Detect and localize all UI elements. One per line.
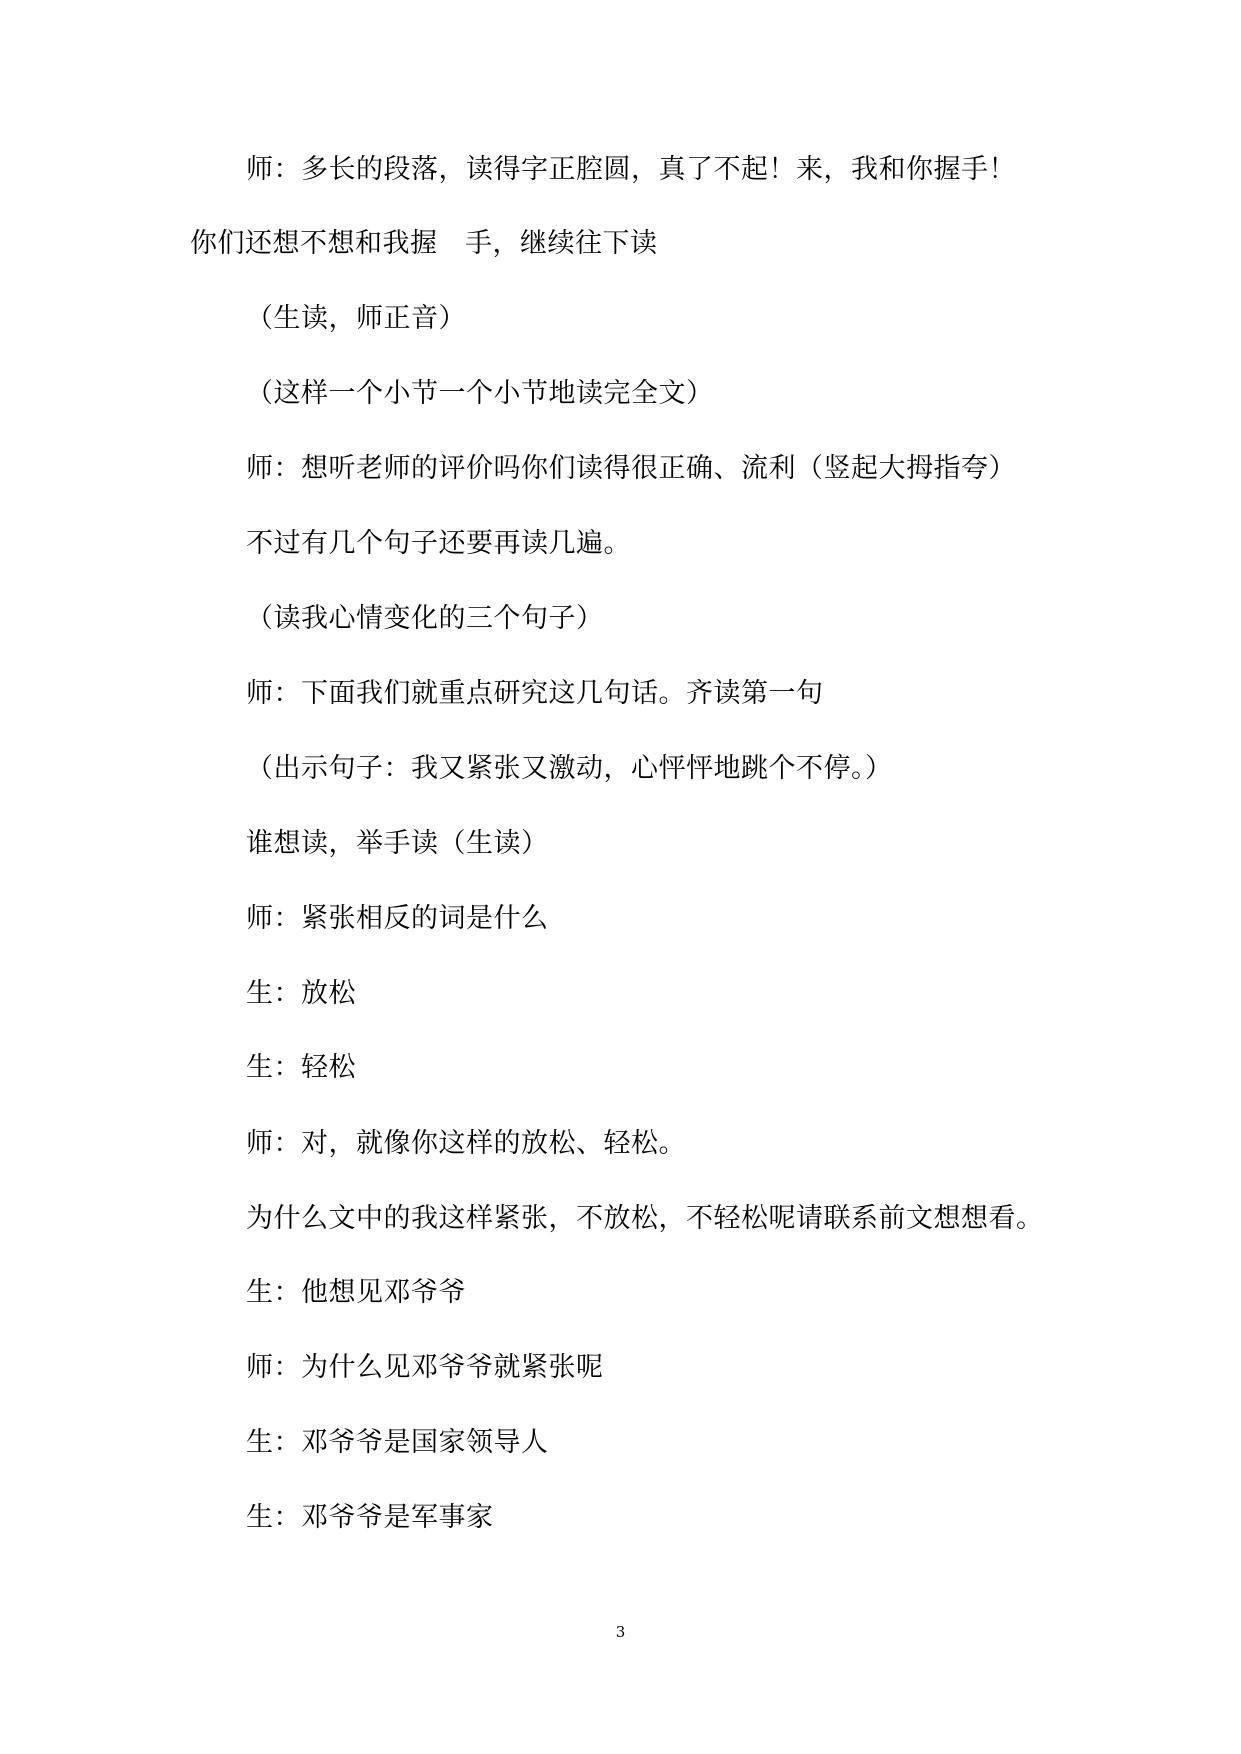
text-line-9: （出示句子：我又紧张又激动，心怦怦地跳个不停。） [246,753,893,784]
text-line-10: 谁想读，举手读（生读） [246,828,549,859]
text-line-16: 生：他想见邓爷爷 [246,1277,466,1308]
text-line-8: 师：下面我们就重点研究这几句话。齐读第一句 [246,678,824,709]
text-line-6: 不过有几个句子还要再读几遍。 [246,528,631,559]
text-line-7: （读我心情变化的三个句子） [246,603,604,634]
text-line-17: 师：为什么见邓爷爷就紧张呢 [246,1352,604,1383]
text-line-15: 为什么文中的我这样紧张，不放松，不轻松呢请联系前文想想看。 [246,1203,1044,1234]
text-line-5: 师：想听老师的评价吗你们读得很正确、流利（竖起大拇指夸） [246,453,1016,484]
text-line-12: 生：放松 [246,978,356,1009]
text-line-1: 师：多长的段落，读得字正腔圆，真了不起！来，我和你握手！ [246,154,1016,185]
text-line-3: （生读，师正音） [246,303,466,334]
text-line-4: （这样一个小节一个小节地读完全文） [246,378,714,409]
text-line-14: 师：对，就像你这样的放松、轻松。 [246,1128,686,1159]
text-line-11: 师：紧张相反的词是什么 [246,903,549,934]
page-number: 3 [615,1623,626,1641]
text-line-19: 生：邓爷爷是军事家 [246,1502,494,1533]
text-line-13: 生：轻松 [246,1052,356,1083]
text-line-18: 生：邓爷爷是国家领导人 [246,1427,549,1458]
text-line-2: 你们还想不想和我握 手，继续往下读 [190,228,658,259]
